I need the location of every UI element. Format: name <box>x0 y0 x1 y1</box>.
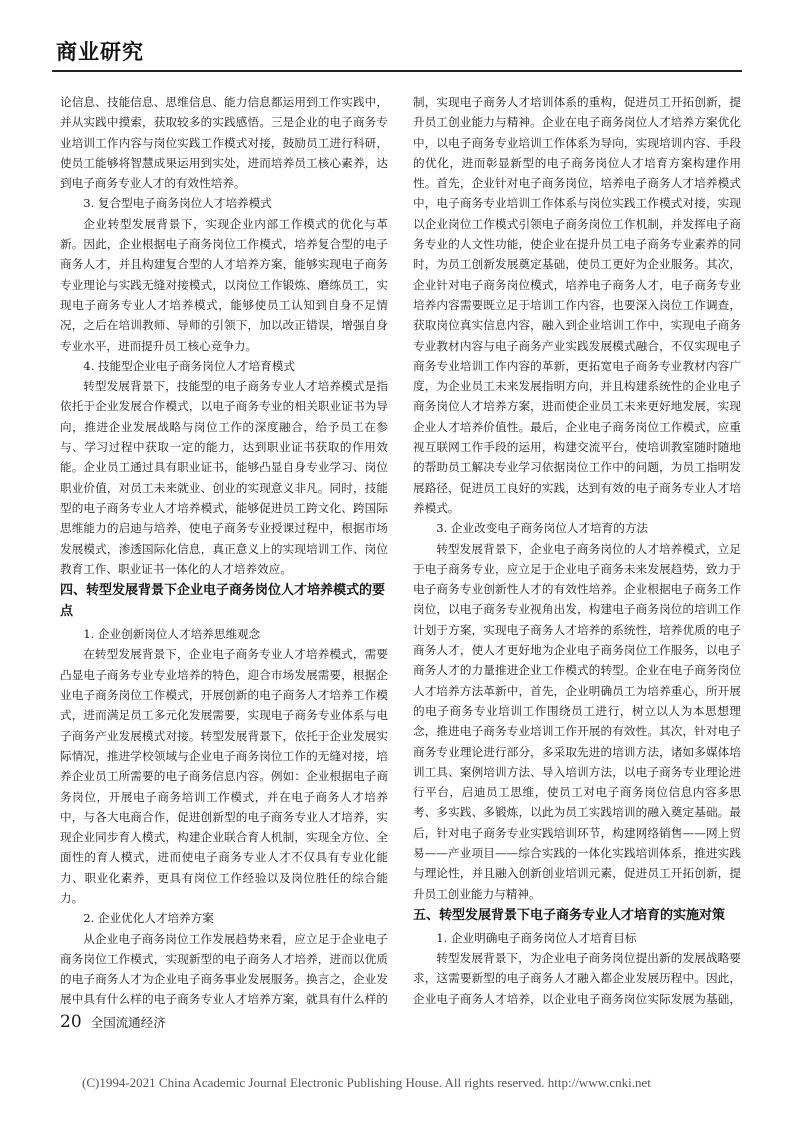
section-title: 商业研究 <box>56 40 144 64</box>
subsection-heading: 1. 企业创新岗位人才培养思维观念 <box>83 627 261 642</box>
page-header <box>52 30 742 86</box>
page-footer <box>60 1012 166 1036</box>
subsection-heading: 1. 企业明确电子商务岗位人才培育目标 <box>436 930 637 945</box>
section-heading: 五、转型发展背景下电子商务专业人才培育的实施对策 <box>413 907 726 923</box>
section-heading: 四、转型发展背景下企业电子商务岗位人才培养模式的要点 <box>60 583 386 620</box>
right-column <box>413 92 741 1007</box>
body-paragraph: 论信息、技能信息、思维信息、能力信息都运用到工作实践中，并从实践中摸索，获取较多的实践感悟。三是企业的电子商务专业培训工作内容与岗位实践工作模式对接，鼓励员工进行科研，使员工能够将智慧成果运用到实处，进而培养员工核心素养，达到电子商务专业人才的有效性培养。 <box>60 95 388 191</box>
header-rule <box>52 70 742 72</box>
body-paragraph: 企业转型发展背景下，实现企业内部工作模式的优化与革新。因此，企业根据电子商务岗位工作模式，培养复合型的电子商务人才，并且构建复合型的人才培养方案，能够实现电子商务专业理论与实践无缝对接模式，以岗位工作锻炼、磨练员工，实现电子商务专业人才培养模式，能够使员工认知到自身不足情况，之后在培训教师、导师的引领下，加以改正错误，增强自身专业水平，进而提升员工核心竞争力。 <box>60 216 388 353</box>
subsection-heading: 4. 技能型企业电子商务岗位人才培育模式 <box>83 358 296 373</box>
body-paragraph: 转型发展背景下，技能型的电子商务专业人才培养模式是指依托于企业发展合作模式，以电子商务专业的相关职业证书为导向，推进企业发展战略与岗位工作的深度融合，给予员工在参与、学习过程中获取一定的能力，达到职业证书获取的作用效能。企业员工通过具有职业证书，能够凸显自身专业学习、岗位职业价值，对员工未来就业、创业的实现意义非凡。同时，技能型的电子商务专业人才培养模式，能够促进员工跨文化、跨国际思维能力的启迪与培养，使电子商务专业授课过程中，根据市场发展模式，渗透国际化信息，真正意义上的实现培训工作、岗位教育工作、职业证书一体化的人才培养效应。 <box>60 379 388 576</box>
journal-name: 全国流通经济 <box>90 1015 166 1030</box>
subsection-heading: 2. 企业优化人才培养方案 <box>83 911 214 926</box>
body-paragraph: 在转型发展背景下，企业电子商务专业人才培养模式，需要凸显电子商务专业专业培养的特色，迎合市场发展需要，根据企业电子商务岗位工作模式，开展创新的电子商务人才培养工作模式，进而满足员工多元化发展需要，实现电子商务专业体系与电子商务产业发展模式对接。转型发展背景下，依托于企业发展实际情况，推进学校领域与企业电子商务岗位工作的无缝对接，培养企业员工所需要的电子商务信息内容。例如：企业根据电子商务岗位，开展电子商务培训工作模式，并在电子商务人才培养中，与各大电商合作，促进创新型的电子商务专业人才培养，实现企业同步育人模式，构建企业联合育人机制，实现全方位、全面性的育人模式，进而使电子商务专业人才不仅具有专业化能力、职业化素养，更具有岗位工作经验以及岗位胜任的综合能力。 <box>60 647 388 905</box>
copyright-notice: (C)1994-2021 China Academic Journal Electronic Publishing House. All rights reserved. http://www.cnki.net <box>82 1075 651 1090</box>
left-column <box>60 92 388 1007</box>
page-number: 20 <box>60 1012 82 1032</box>
body-paragraph: 制，实现电子商务人才培训体系的重构，促进员工开拓创新，提升员工创业能力与精神。企业在电子商务岗位人才培养方案优化中，以电子商务专业培训工作体系为导向，实现培训内容、手段的优化，进而彰显新型的电子商务岗位人才培育方案构建作用性。首先，企业针对电子商务岗位，培养电子商务人才培养模式中，电子商务专业培训工作体系与岗位实践工作模式对接，实现以企业岗位工作模式引领电子商务岗位工作机制，并发挥电子商务专业的人文性功能，使企业在提升员工电子商务专业素养的同时，为员工创新发展奠定基础，使员工更好为企业服务。其次，企业针对电子商务岗位模式，培养电子商务人才，电子商务专业培养内容需要既立足于培训工作内容，也要深入岗位工作调查，获取岗位真实信息内容，融入到企业培训工作中，实现电子商务专业教材内容与电子商务产业实践发展模式融合，不仅实现电子商务专业培训工作内容的革新，更拓宽电子商务专业教材内容广度，为企业员工未来发展指明方向，并且构建系统性的企业电子商务岗位人才培养方案，进而使企业员工未来更好地发展，实现企业人才培养价值性。最后，企业电子商务岗位工作模式，应重视互联网工作手段的运用，构建交流平台，使培训教室随时随地的帮助员工解决专业学习依据岗位工作中的问题，为员工指明发展路径，促进员工良好的实践，达到有效的电子商务专业人才培养模式。 <box>413 95 741 515</box>
body-paragraph: 转型发展背景下，为企业电子商务岗位提出新的发展战略要求，这需要新型的电子商务人才融入都企业发展历程中。因此，企业电子商务人才培养，以企业电子商务岗位实际发展为基础， <box>413 951 741 1006</box>
body-paragraph: 从企业电子商务岗位工作发展趋势来看，应立足于企业电子商务岗位工作模式，实现新型的电子商务人才培养，进而以优质的电子商务人才为企业电子商务事业发展服务。换言之，企业发展中具有什么样的电子商务专业人才培养方案，就具有什么样的 <box>60 931 388 1007</box>
body-paragraph: 转型发展背景下，企业电子商务岗位的人才培养模式，立足于电子商务专业，应立足于企业电子商务未来发展趋势，致力于电子商务专业创新性人才的有效性培养。企业根据电子商务工作岗位，以电子商务专业视角出发，构建电子商务岗位的培训工作计划于方案，实现电子商务人才培养的系统性，培养优质的电子商务人才，使人才更好地为企业电子商务岗位工作服务，以电子商务人才的力量推进企业工作模式的转型。企业在电子商务岗位人才培养方法革新中，首先，企业明确员工为培养重心，所开展的电子商务专业培训工作围绕员工进行，树立以人为本思想理念，推进电子商务专业培训工作开展的有效性。其次，针对电子商务专业理论进行部分，多采取先进的培训方法，诸如多媒体培训工具、案例培训方法、导入培训方法，以电子商务专业理论进行平台，启迪员工思维，使员工对电子商务岗位信息内容多思考、多实践、多锻炼，以此为员工实践培训的融入奠定基础。最后，针对电子商务专业实践培训环节，构建网络销售——网上贸易——产业项目——综合实践的一体化实践培训体系，推进实践与理论性，并且融入创新创业培训元素，促进员工开拓创新，提升员工创业能力与精神。 <box>413 541 741 901</box>
subsection-heading: 3. 企业改变电子商务岗位人才培育的方法 <box>436 521 649 536</box>
subsection-heading: 3. 复合型电子商务岗位人才培养模式 <box>83 196 272 211</box>
